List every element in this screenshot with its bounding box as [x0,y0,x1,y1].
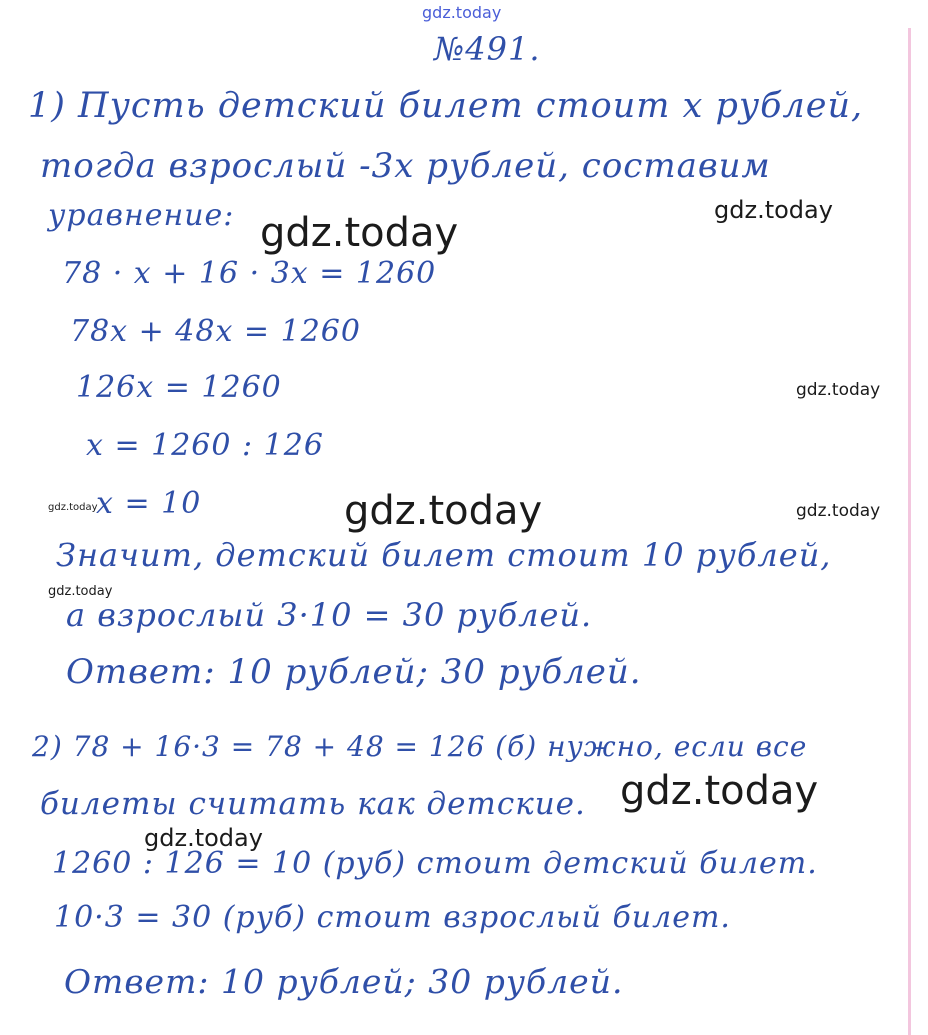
equation-1: 78 · х + 16 · 3х = 1260 [62,256,437,291]
watermark-main-3: gdz.today [620,768,819,814]
part2-line-1: 2) 78 + 16·3 = 78 + 48 = 126 (б) нужно, если все [32,730,808,763]
watermark-left-1: gdz.today [48,502,98,513]
part2-answer: Ответ: 10 рублей; 30 рублей. [64,962,624,1001]
equation-5: х = 10 [96,486,202,521]
part2-line-4: 10·3 = 30 (руб) стоит взрослый билет. [54,900,731,935]
conclusion-line-2: а взрослый 3·10 = 30 рублей. [66,596,593,634]
part1-line-3: уравнение: [48,198,235,233]
watermark-side-2: gdz.today [796,380,881,400]
watermark-main-1: gdz.today [260,210,459,256]
watermark-side-3: gdz.today [796,501,881,521]
equation-4: х = 1260 : 126 [86,428,324,463]
watermark-side-1: gdz.today [714,196,833,224]
part2-line-2: билеты считать как детские. [40,786,586,822]
equation-3: 126х = 1260 [76,370,282,405]
conclusion-line-1: Значит, детский билет стоит 10 рублей, [56,536,832,574]
notebook-margin-line [908,28,911,1035]
watermark-left-2: gdz.today [48,584,113,599]
watermark-main-2: gdz.today [344,488,543,534]
problem-number: №491. [434,30,541,68]
part2-line-3: 1260 : 126 = 10 (руб) стоит детский билет. [52,846,818,881]
part1-line-1: 1) Пусть детский билет стоит х рублей, [28,86,864,126]
equation-2: 78х + 48х = 1260 [70,314,361,349]
part1-answer: Ответ: 10 рублей; 30 рублей. [66,652,642,692]
part1-line-2: тогда взрослый -3х рублей, составим [40,146,771,186]
watermark-left-3: gdz.today [144,824,263,852]
watermark-top: gdz.today [422,3,502,22]
